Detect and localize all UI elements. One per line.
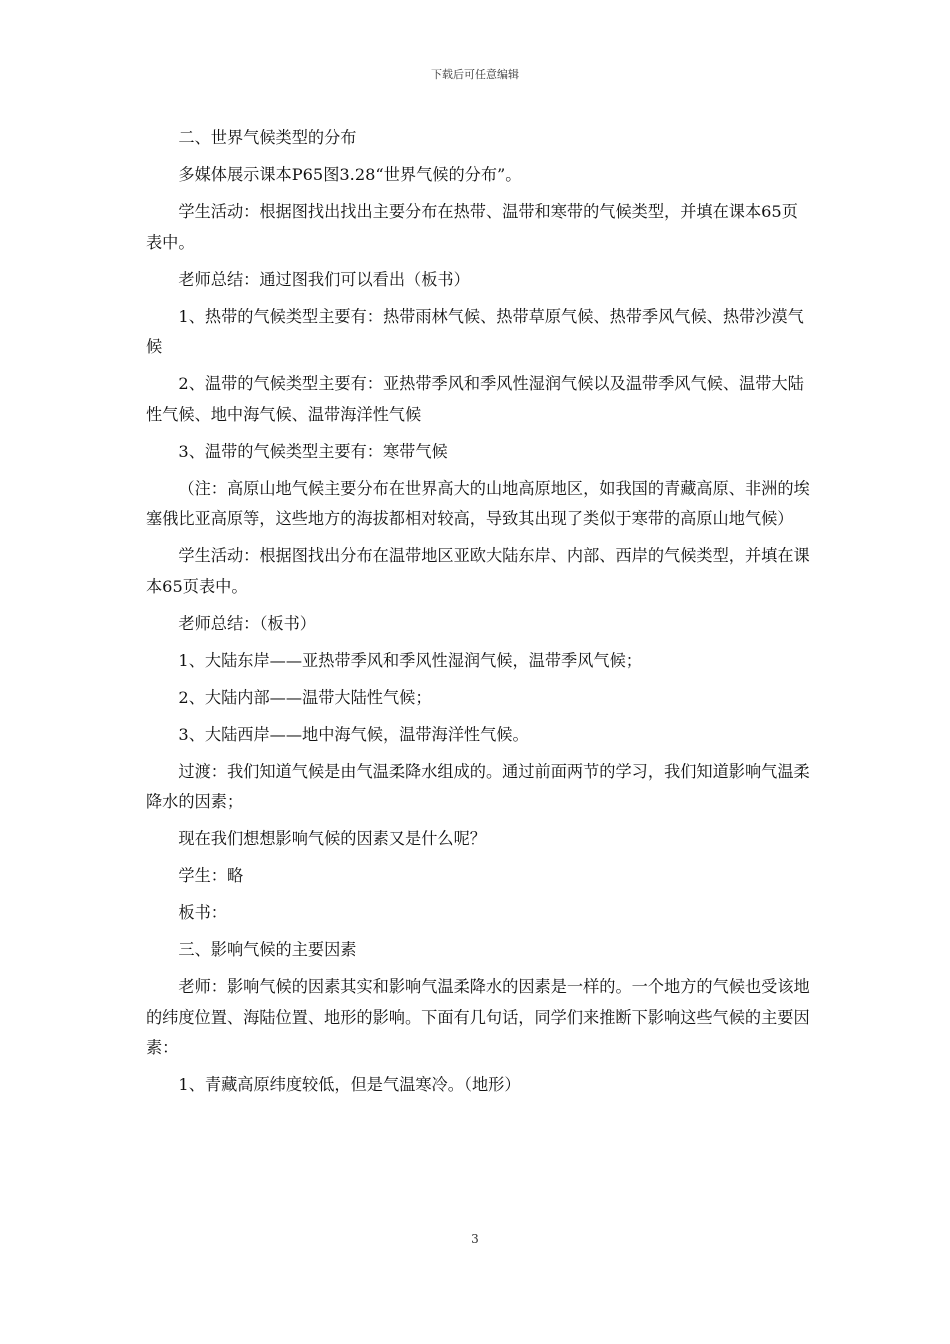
section-heading-climate-factors: 三、影响气候的主要因素 xyxy=(178,940,357,959)
paragraph: 老师总结：通过图我们可以看出（板书） xyxy=(178,269,470,289)
paragraph: 多媒体展示课本P65图3.28“世界气候的分布”。 xyxy=(178,165,522,184)
page-number: 3 xyxy=(471,1232,479,1246)
list-item: 2、大陆内部——温带大陆性气候； xyxy=(178,687,432,707)
paragraph: 老师总结：（板书） xyxy=(178,613,316,633)
paragraph: 学生：略 xyxy=(178,866,244,885)
paragraph: 学生活动：根据图找出找出主要分布在热带、温带和寒带的气候类型，并填在课本65页表中。 xyxy=(146,202,798,252)
note-paragraph: （注：高原山地气候主要分布在世界高大的山地高原地区，如我国的青藏高原、非洲的埃塞俄比亚高原等，这些地方的海拔都相对较高，导致其出现了类似于寒带的高原山地气候） xyxy=(146,478,810,528)
section-heading-climate-distribution: 二、世界气候类型的分布 xyxy=(178,128,357,147)
paragraph: 学生活动：根据图找出分布在温带地区亚欧大陆东岸、内部、西岸的气候类型，并填在课本65页表中。 xyxy=(146,546,810,596)
list-item: 3、大陆西岸——地中海气候，温带海洋性气候。 xyxy=(178,724,529,744)
paragraph: 板书： xyxy=(178,903,227,922)
document-body xyxy=(146,123,812,1107)
paragraph: 过渡：我们知道气候是由气温柔降水组成的。通过前面两节的学习，我们知道影响气温柔降水的因素； xyxy=(146,761,810,811)
list-item: 2、温带的气候类型主要有：亚热带季风和季风性湿润气候以及温带季风气候、温带大陆性气候、地中海气候、温带海洋性气候 xyxy=(146,374,804,424)
paragraph: 老师：影响气候的因素其实和影响气温柔降水的因素是一样的。一个地方的气候也受该地的纬度位置、海陆位置、地形的影响。下面有几句话，同学们来推断下影响这些气候的主要因素： xyxy=(146,977,810,1057)
list-item: 1、青藏高原纬度较低，但是气温寒冷。（地形） xyxy=(178,1075,521,1094)
list-item: 1、热带的气候类型主要有：热带雨林气候、热带草原气候、热带季风气候、热带沙漠气候 xyxy=(146,306,804,356)
list-item: 3、温带的气候类型主要有：寒带气候 xyxy=(178,441,448,461)
list-item: 1、大陆东岸——亚热带季风和季风性湿润气候，温带季风气候； xyxy=(178,650,642,670)
page-header: 下载后可任意编辑 xyxy=(431,68,519,81)
paragraph: 现在我们想想影响气候的因素又是什么呢？ xyxy=(178,829,486,848)
